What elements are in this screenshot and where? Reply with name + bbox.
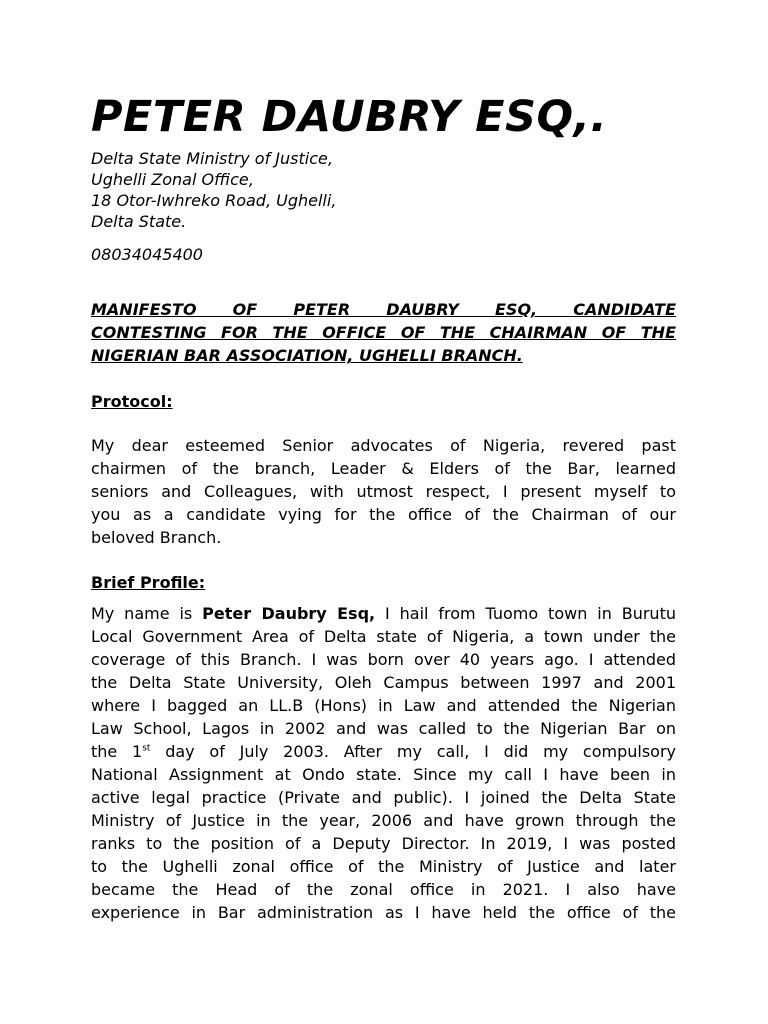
profile-heading: Brief Profile: xyxy=(91,573,206,592)
candidate-name-title: PETER DAUBRY ESQ,. xyxy=(91,92,608,142)
address-line: Delta State Ministry of Justice, xyxy=(91,149,333,168)
paragraph-line: Local Government Area of Delta state of Nigeria, a town under the xyxy=(91,627,676,646)
address-block xyxy=(91,148,336,232)
paragraph-line: Ministry of Justice in the year, 2006 and have grown through the xyxy=(91,811,676,830)
paragraph-line: you as a candidate vying for the office of the Chairman of our xyxy=(91,505,676,524)
paragraph-line: beloved Branch. xyxy=(91,528,222,547)
paragraph-line: My dear esteemed Senior advocates of Nigeria, revered past xyxy=(91,436,676,455)
ordinal-superscript: st xyxy=(142,743,151,754)
protocol-paragraph xyxy=(91,434,676,549)
manifesto-line: NIGERIAN BAR ASSOCIATION, UGHELLI BRANCH. xyxy=(91,346,523,365)
address-line: Ughelli Zonal Office, xyxy=(91,170,254,189)
paragraph-line: coverage of this Branch. I was born over 40 years ago. I attended xyxy=(91,650,676,669)
paragraph-line: Law School, Lagos in 2002 and was called to the Nigerian Bar on xyxy=(91,719,676,738)
manifesto-line: MANIFESTO OF PETER DAUBRY ESQ, CANDIDATE xyxy=(91,300,676,319)
paragraph-line: chairmen of the branch, Leader & Elders of the Bar, learned xyxy=(91,459,676,478)
address-line: Delta State. xyxy=(91,212,187,231)
manifesto-heading xyxy=(91,298,676,367)
paragraph-line: to the Ughelli zonal office of the Ministry of Justice and later xyxy=(91,857,676,876)
paragraph-line: National Assignment at Ondo state. Since my call I have been in xyxy=(91,765,676,784)
protocol-heading: Protocol: xyxy=(91,392,173,411)
paragraph-line: the Delta State University, Oleh Campus between 1997 and 2001 xyxy=(91,673,676,692)
paragraph-line xyxy=(91,740,676,763)
manifesto-line: CONTESTING FOR THE OFFICE OF THE CHAIRMAN OF THE xyxy=(91,323,676,342)
call-line-prefix: the 1 xyxy=(91,742,143,761)
intro-suffix: I hail from Tuomo town in Burutu xyxy=(375,604,676,623)
call-line-suffix: day of July 2003. After my call, I did my compulsory xyxy=(150,742,677,761)
paragraph-line: experience in Bar administration as I have held the office of the xyxy=(91,903,676,922)
paragraph-line: ranks to the position of a Deputy Director. In 2019, I was posted xyxy=(91,834,676,853)
paragraph-line: became the Head of the zonal office in 2021. I also have xyxy=(91,880,676,899)
candidate-name-bold: Peter Daubry Esq, xyxy=(202,604,376,623)
paragraph-line: seniors and Colleagues, with utmost respect, I present myself to xyxy=(91,482,676,501)
profile-paragraph xyxy=(91,602,676,924)
intro-prefix: My name is xyxy=(91,604,203,623)
paragraph-line: active legal practice (Private and public). I joined the Delta State xyxy=(91,788,676,807)
paragraph-line xyxy=(91,602,676,625)
address-line: 18 Otor-Iwhreko Road, Ughelli, xyxy=(91,191,337,210)
phone-number: 08034045400 xyxy=(91,245,203,264)
paragraph-line: where I bagged an LL.B (Hons) in Law and attended the Nigerian xyxy=(91,696,676,715)
